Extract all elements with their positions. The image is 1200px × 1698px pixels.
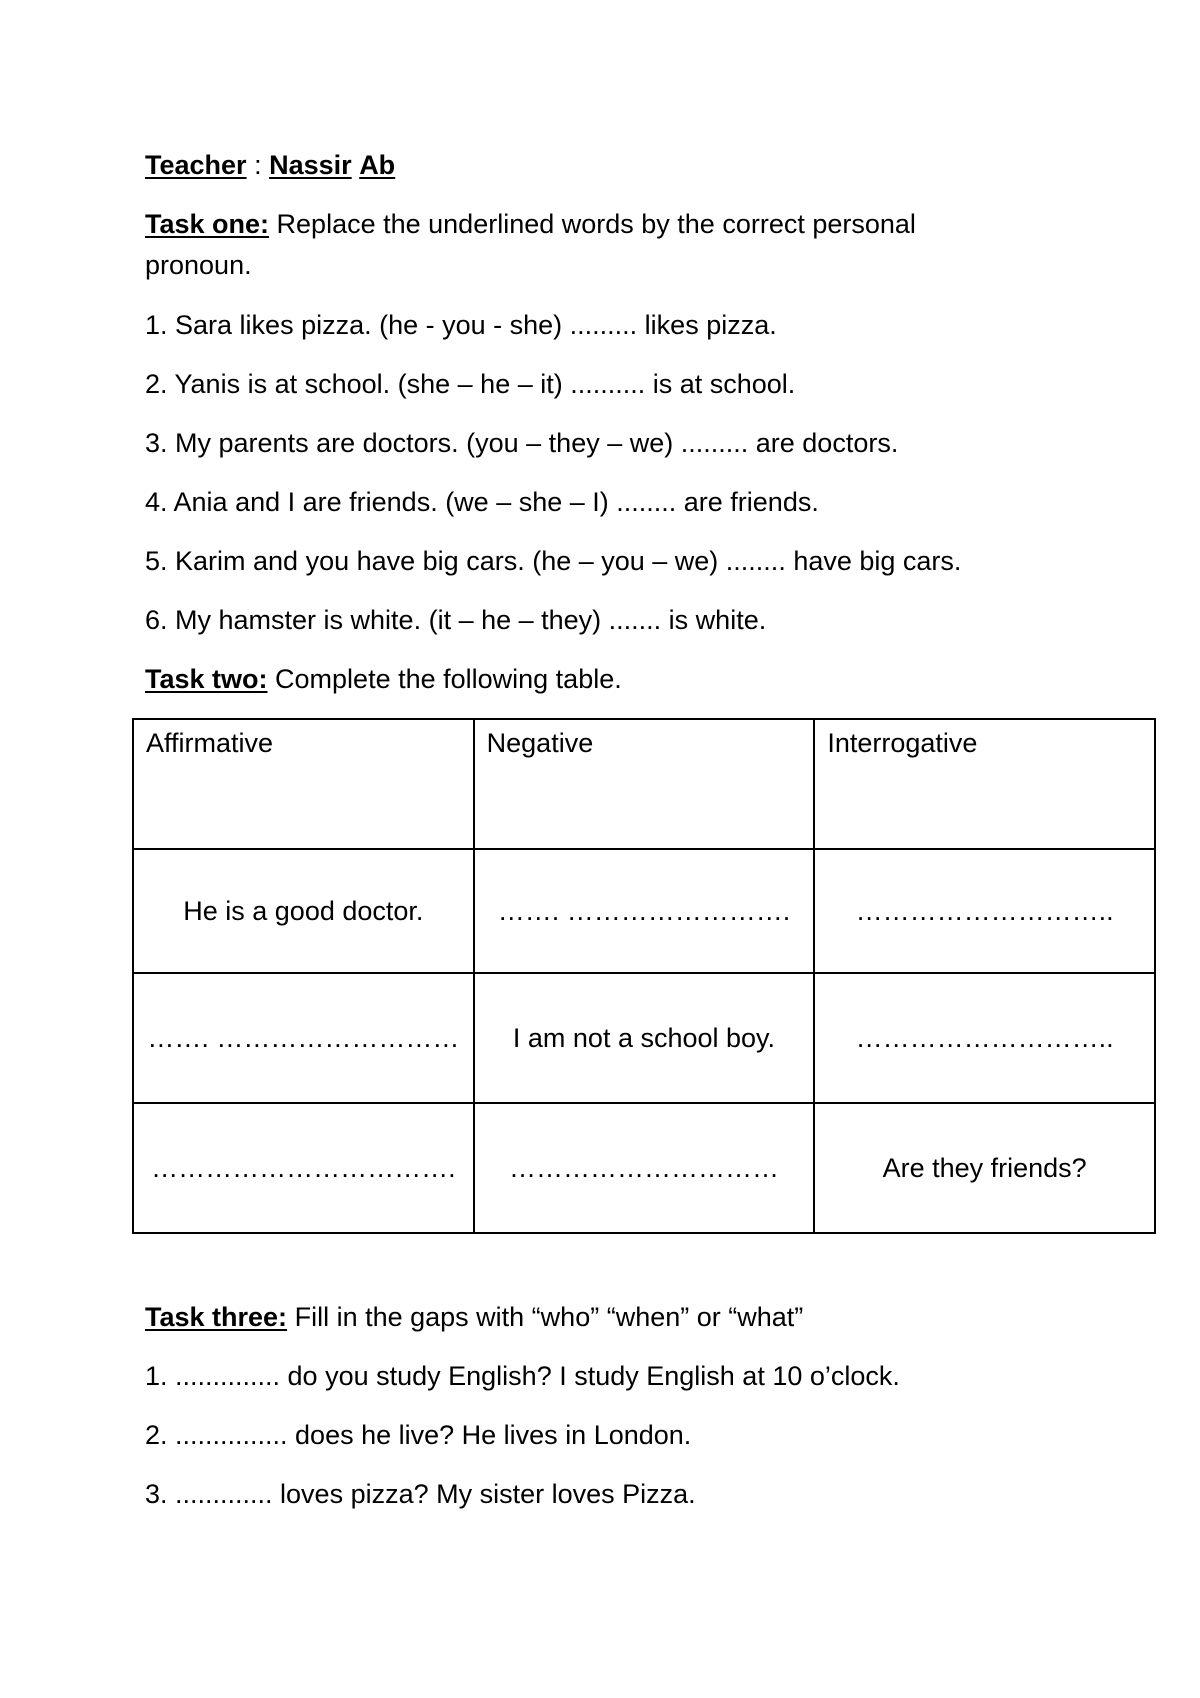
- task-one-item-4: 4. Ania and I are friends. (we – she – I) ........ are friends.: [145, 487, 819, 517]
- teacher-last-name: Ab: [359, 150, 396, 180]
- task-one-instruction-cont: pronoun.: [145, 250, 252, 280]
- table-cell: [133, 849, 474, 973]
- table-cell[interactable]: [474, 1103, 815, 1233]
- teacher-line: [145, 148, 395, 182]
- table-row: [133, 1103, 1155, 1233]
- table-cell[interactable]: [133, 1103, 474, 1233]
- task-one-item-1: 1. Sara likes pizza. (he - you - she) ......... likes pizza.: [145, 310, 777, 340]
- table-row: [133, 849, 1155, 973]
- table-cell[interactable]: [474, 849, 815, 973]
- teacher-separator: :: [254, 150, 262, 180]
- blank-answer: ………………………..: [855, 1022, 1114, 1053]
- task-three-item-2: 2. ............... does he live? He lives in London.: [145, 1420, 692, 1450]
- table-cell: [474, 973, 815, 1103]
- task-three-item-3: 3. ............. loves pizza? My sister loves Pizza.: [145, 1479, 696, 1509]
- negative-sentence: I am not a school boy.: [512, 1022, 776, 1053]
- affirmative-sentence: He is a good doctor.: [183, 895, 424, 926]
- teacher-label: Teacher: [145, 150, 247, 180]
- task-one-item-6: 6. My hamster is white. (it – he – they) ....... is white.: [145, 605, 767, 635]
- task-two-label: Task two:: [145, 664, 268, 694]
- task-one-heading: [145, 207, 916, 241]
- task-three-heading: [145, 1300, 803, 1334]
- task-three-item-1: 1. .............. do you study English? I study English at 10 o’clock.: [145, 1361, 900, 1391]
- table-cell[interactable]: [814, 849, 1155, 973]
- table-cell: [814, 1103, 1155, 1233]
- blank-answer: …………………………: [508, 1152, 779, 1183]
- sentence-forms-table: [132, 718, 1156, 1234]
- task-two-instruction: Complete the following table.: [275, 664, 622, 694]
- teacher-first-name: Nassir: [269, 150, 352, 180]
- blank-answer: …………………………….: [151, 1152, 456, 1183]
- task-one-instruction: Replace the underlined words by the correct personal: [276, 209, 916, 239]
- blank-answer: ………………………..: [855, 895, 1114, 926]
- task-one-item-2: 2. Yanis is at school. (she – he – it) .......... is at school.: [145, 369, 796, 399]
- task-three-label: Task three:: [145, 1302, 288, 1332]
- task-one-item-5: 5. Karim and you have big cars. (he – you – we) ........ have big cars.: [145, 546, 962, 576]
- header-negative-label: Negative: [486, 728, 594, 758]
- table-header-row: [133, 719, 1155, 849]
- task-three-instruction: Fill in the gaps with “who” “when” or “what”: [294, 1302, 804, 1332]
- header-interrogative: [814, 719, 1155, 849]
- interrogative-sentence: Are they friends?: [882, 1152, 1087, 1183]
- blank-answer: ……. ………………………: [147, 1022, 460, 1053]
- table-cell[interactable]: [133, 973, 474, 1103]
- table-cell[interactable]: [814, 973, 1155, 1103]
- task-two-heading: [145, 662, 622, 696]
- header-interrogative-label: Interrogative: [827, 728, 978, 758]
- header-affirmative-label: Affirmative: [146, 728, 274, 758]
- table-row: [133, 973, 1155, 1103]
- task-one-item-3: 3. My parents are doctors. (you – they – we) ......... are doctors.: [145, 428, 899, 458]
- task-one-label: Task one:: [145, 209, 270, 239]
- blank-answer: ……. …………………….: [497, 895, 791, 926]
- header-affirmative: [133, 719, 474, 849]
- header-negative: [474, 719, 815, 849]
